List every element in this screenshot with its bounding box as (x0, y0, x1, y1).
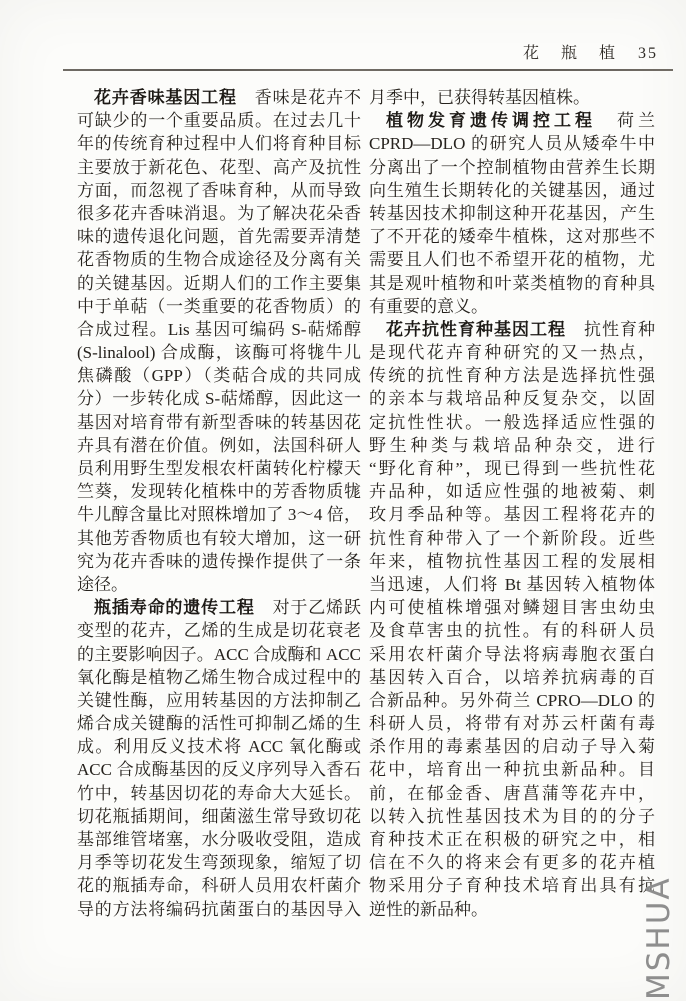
text-line: 员利用野生型发根农杆菌转化柠檬天 (77, 459, 361, 478)
text-line: 其是观叶植物和叶菜类植物的育种具 (369, 273, 655, 293)
text-line: 定抗性性状。一般选择适应性强的 (369, 412, 655, 432)
text-line: 基部维管堵塞，水分吸收受阻，造成 (77, 830, 361, 849)
text-line: 卉品种，如适应性强的地被菊、刺 (369, 482, 655, 502)
text-line: 了不开花的矮牵牛植株，这对那些不 (369, 227, 655, 247)
text-column-left (77, 86, 361, 921)
text-line: 物采用分子育种技术培育出具有抗 (369, 876, 655, 896)
text-line: 变型的花卉，乙烯的生成是切花衰老 (77, 621, 361, 641)
text-line: 采用农杆菌介导法将病毒胞衣蛋白 (369, 644, 655, 664)
text-line: 抗性育种带入了一个新阶段。近些 (369, 528, 655, 548)
text-line: 向生殖生长期转化的关键基因，通过 (369, 180, 655, 200)
text-line: 转基因技术抑制这种开花基因，产生 (369, 203, 655, 223)
text-line: 成。利用反义技术将 ACC 氧化酶或 (77, 737, 361, 757)
text-line: 主要放于新花色、花型、高产及抗性 (77, 157, 361, 177)
text-line: 需要且人们也不希望开花的植物，尤 (369, 250, 655, 270)
text-line: 竹中，转基因切花的寿命大大延长。 (77, 783, 361, 803)
paragraph-heading: 瓶插寿命的遗传工程 (94, 598, 255, 618)
text-line: 前，在郁金香、唐菖蒲等花卉中， (369, 783, 655, 803)
text-line: 杀作用的毒素基因的启动子导入菊 (369, 737, 655, 757)
text-line: 以转入抗性基因技术为目的的分子 (369, 806, 655, 826)
text-line: 中于单萜（一类重要的花香物质）的 (77, 296, 361, 316)
text-line: 花香物质的生物合成途径及分离有关 (77, 250, 361, 270)
text-line: 基因转入百合，以培养抗病毒的百 (369, 667, 655, 687)
text-line: 及食草害虫的抗性。有的科研人员 (369, 621, 655, 641)
text-line: 究为花卉香味的遗传操作提供了一条 (77, 551, 361, 571)
text-line: 切花瓶插期间，细菌滋生常导致切花 (77, 806, 361, 826)
text-line: CPRD—DLO 的研究人员从矮牵牛中 (369, 134, 655, 154)
text-line: 传统的抗性育种方法是选择抗性强 (369, 366, 655, 386)
text-line: 基因对培育带有新型香味的转基因花 (77, 412, 361, 432)
text-line: 很多花卉香味消退。为了解决花朵香 (77, 203, 361, 223)
text-line: 年的传统育种过程中人们将育种目标 (77, 134, 361, 154)
text-line: 竺葵，发现转化植株中的芳香物质牻 (77, 482, 361, 502)
text-line: 育种技术正在积极的研究之中，相 (369, 830, 655, 849)
text-line: 可缺少的一个重要品质。在过去几十 (77, 111, 361, 131)
text-line: 途径。 (77, 574, 128, 594)
text-line: 花卉抗性育种基因工程 抗性育种 (386, 319, 655, 339)
header-rule (63, 69, 673, 71)
paragraph-heading: 花卉香味基因工程 (94, 88, 237, 107)
text-columns (77, 86, 655, 921)
text-column-right (369, 86, 655, 921)
text-line: 导的方法将编码抗菌蛋白的基因导入 (77, 899, 361, 919)
text-line: 逆性的新品种。 (369, 899, 488, 919)
paragraph-heading: 植物发育遗传调控工程 (386, 111, 596, 131)
text-line: 合新品种。另外荷兰 CPRO—DLO 的 (369, 690, 655, 710)
text-line: 的亲本与栽培品种反复杂交，以固 (369, 389, 655, 409)
text-line: 关键性酶，应用转基因的方法抑制乙 (77, 690, 361, 710)
text-line: 烯合成关键酶的活性可抑制乙烯的生 (77, 714, 361, 734)
text-line: 瓶插寿命的遗传工程 对于乙烯跃 (94, 598, 361, 618)
text-line: 花卉香味基因工程 香味是花卉不 (94, 88, 361, 107)
text-line: 月季中，已获得转基因植株。 (369, 88, 590, 107)
text-line: ACC 合成酶基因的反义序列导入香石 (77, 760, 361, 780)
text-line: 玫月季品种等。基因工程将花卉的 (369, 505, 655, 525)
text-line: 的关键基因。近期人们的工作主要集 (77, 273, 361, 293)
text-line: 味的遗传退化问题，首先需要弄清楚 (77, 227, 361, 247)
paragraph-heading: 花卉抗性育种基因工程 (386, 319, 566, 339)
text-line: 合成过程。Lis 基因可编码 S-萜烯醇 (77, 319, 361, 339)
text-line: 科研人员，将带有对苏云杆菌有毒 (369, 714, 655, 734)
text-line: 花的瓶插寿命，科研人员用农杆菌介 (77, 876, 361, 896)
text-line: 年来，植物抗性基因工程的发展相 (369, 551, 655, 571)
text-line: 是现代花卉育种研究的又一热点， (369, 343, 655, 363)
text-line: “野化育种”，现已得到一些抗性花 (369, 459, 655, 478)
text-line: 焦磷酸（GPP）（类萜合成的共同成 (77, 366, 361, 386)
text-line: 牛儿醇含量比对照株增加了 3～4 倍， (77, 505, 361, 525)
text-line: 有重要的意义。 (369, 296, 488, 316)
text-line: 花中，培育出一种抗虫新品种。目 (369, 760, 655, 780)
text-line: 当迅速，人们将 Bt 基因转入植物体 (369, 574, 655, 594)
text-line: 氧化酶是植物乙烯生物合成过程中的 (77, 667, 361, 687)
text-line: 月季等切花发生弯颈现象，缩短了切 (77, 853, 361, 873)
text-line: 野生种类与栽培品种杂交，进行 (369, 435, 655, 455)
text-line: 其他芳香物质也有较大增加，这一研 (77, 528, 361, 548)
running-head-title: 花 瓶 植 (522, 45, 624, 62)
text-line: 分离出了一个控制植物由营养生长期 (369, 157, 655, 177)
text-line: 内可使植株增强对鳞翅目害虫幼虫 (369, 598, 655, 618)
page-number: 35 (638, 45, 658, 62)
text-line: 信在不久的将来会有更多的花卉植 (369, 853, 655, 873)
running-head (0, 40, 658, 63)
text-line: 植物发育遗传调控工程 荷兰 (386, 111, 655, 131)
text-line: 卉具有潜在价值。例如，法国科研人 (77, 435, 361, 455)
text-line: 分）一步转化成 S-萜烯醇，因此这一 (77, 389, 361, 409)
text-line: 方面，而忽视了香味育种，从而导致 (77, 180, 361, 200)
text-line: 的主要影响因子。ACC 合成酶和 ACC (77, 644, 361, 664)
text-line: (S-linalool) 合成酶，该酶可将牻牛儿 (77, 343, 361, 363)
watermark-text: MSHUA (641, 876, 677, 1000)
